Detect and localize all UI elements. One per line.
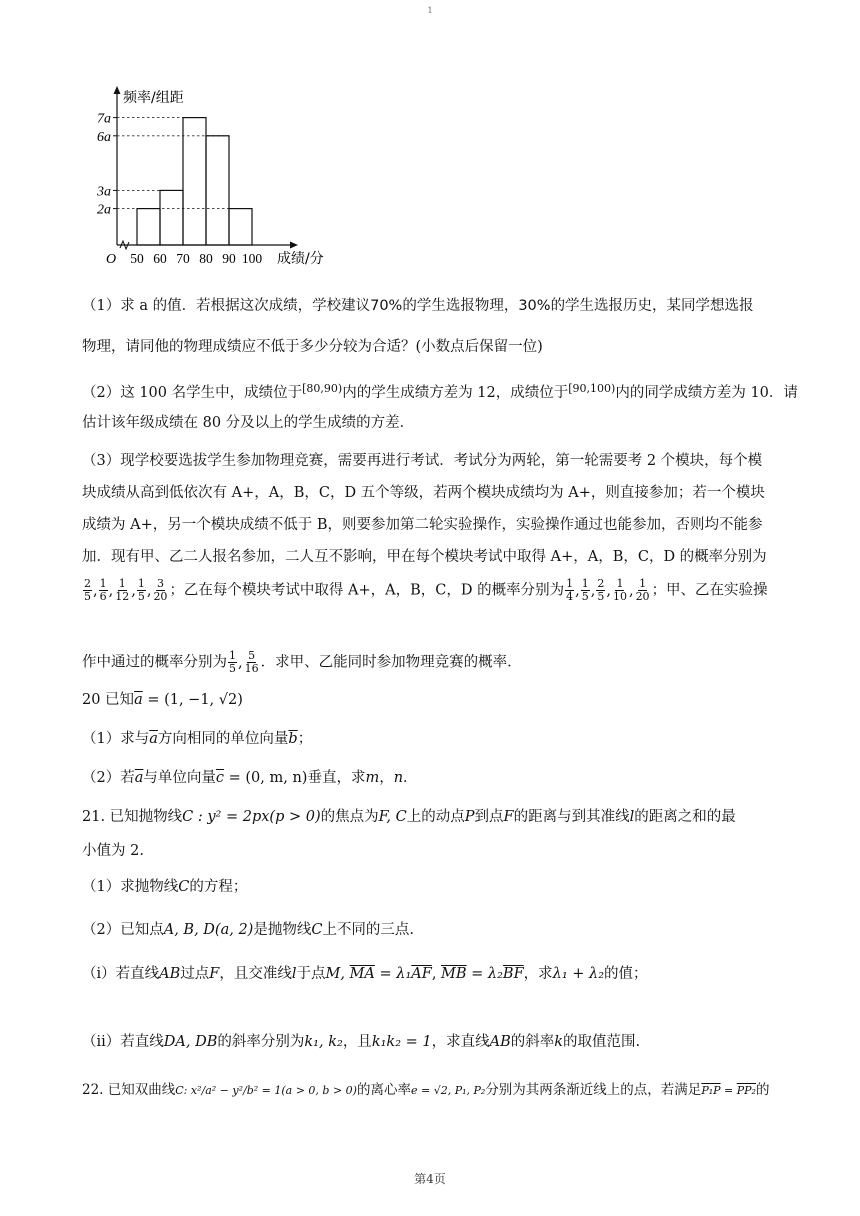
interval-80-90: [80,90) xyxy=(302,382,343,395)
vector-a-value: = (1, −1, √2) xyxy=(142,692,243,708)
text-segment: （ii）若直线 xyxy=(82,1034,164,1050)
frequency-histogram xyxy=(80,82,340,272)
text-segment: ；乙在每个模块考试中取得 A+，A，B，C，D 的概率分别为 xyxy=(169,582,565,599)
fraction xyxy=(228,650,237,675)
q19-part3-line3: 成绩为 A+，另一个模块成绩不低于 B，则要参加第二轮实验操作，实验操作通过也能参加，否则均不能参 xyxy=(82,517,763,533)
fraction-numerator: 3 xyxy=(156,577,164,590)
y-tick-label: 6a xyxy=(97,129,111,145)
text-segment: ，且交准线 xyxy=(219,966,292,982)
q19-part3-line1: （3）现学校要选拔学生参加物理竞赛，需要再进行考试．考试分为两轮，第一轮需要考 2 个模块，每个模 xyxy=(82,453,763,469)
q19-part1-line1 xyxy=(82,296,782,316)
fraction-denominator: 20 xyxy=(153,590,168,603)
fraction xyxy=(83,578,92,603)
text-segment: 的 xyxy=(755,1082,770,1098)
parabola-equation: C : y² = 2px(p > 0) xyxy=(182,809,321,825)
pass-probabilities xyxy=(227,649,261,675)
text-segment: 内的同学成绩方差为 10．请 xyxy=(615,385,798,401)
text-segment: ； xyxy=(297,731,313,747)
text-segment: 的方程； xyxy=(189,879,248,895)
vector-a: $\overline{a}$ xyxy=(134,692,143,708)
text-segment: （i）若直线 xyxy=(82,966,160,982)
curve-c: C xyxy=(178,879,190,895)
fraction-numerator: 1 xyxy=(118,577,126,590)
jia-probabilities xyxy=(82,577,169,603)
text-segment: 21. 已知抛物线 xyxy=(82,809,183,825)
separator: , xyxy=(590,582,596,599)
text-segment: ．求甲、乙能同时参加物理竞赛的概率． xyxy=(260,654,522,671)
q20-part2 xyxy=(82,768,782,788)
q20-stem xyxy=(82,690,782,710)
point-f: F xyxy=(209,966,220,982)
fraction-numerator: 1 xyxy=(229,649,236,662)
q22-stem xyxy=(82,1080,782,1101)
fraction-numerator: 1 xyxy=(616,577,624,590)
fraction xyxy=(152,578,168,603)
x-axis-arrow-icon xyxy=(290,242,298,249)
separator: , xyxy=(606,582,611,599)
curve-c: C xyxy=(311,922,323,938)
text-segment: 内的学生成绩方差为 12，成绩位于 xyxy=(342,385,569,401)
math-segment: = xyxy=(720,1084,737,1097)
fraction-numerator: 5 xyxy=(248,649,256,662)
q19-part3-line5 xyxy=(82,578,782,603)
vector-c-value: = (0, m, n) xyxy=(224,770,308,786)
text-segment: 过点 xyxy=(180,966,210,982)
text-segment: 分别为其两条渐近线上的点，若满足 xyxy=(485,1082,702,1098)
fraction xyxy=(565,578,574,603)
yi-probabilities xyxy=(564,577,651,603)
x-tick-label: 60 xyxy=(153,251,167,266)
text-segment: 的距离之和的最 xyxy=(634,809,736,825)
point-p: P xyxy=(464,809,475,825)
fraction-denominator: 5 xyxy=(137,590,145,603)
text-segment: ． xyxy=(403,770,418,786)
fraction xyxy=(244,650,260,675)
fraction xyxy=(137,578,146,603)
axis-break-icon xyxy=(120,241,129,249)
text-segment: 22. 已知双曲线 xyxy=(82,1082,176,1098)
fraction-numerator: 1 xyxy=(581,577,589,590)
interval-90-100: [90,100) xyxy=(568,382,616,395)
lines-da-db: DA, DB xyxy=(163,1034,218,1050)
point-m: M, xyxy=(325,966,350,982)
fraction xyxy=(114,578,130,603)
fraction-numerator: 1 xyxy=(99,577,107,590)
histogram-bar xyxy=(229,209,252,245)
q19-part1-line2: 物理，请同他的物理成绩应不低于多少分较为合适？(小数点后保留一位) xyxy=(82,339,543,355)
x-tick-label: 50 xyxy=(130,251,144,266)
text-segment: 到点 xyxy=(474,809,504,825)
fraction-denominator: 6 xyxy=(99,590,107,603)
separator: , xyxy=(93,582,98,599)
text-segment: ，求直线 xyxy=(431,1034,490,1050)
fraction-denominator: 20 xyxy=(635,590,650,603)
vector-a: $\overline{a}$ xyxy=(149,731,158,747)
text-segment: 的值； xyxy=(604,966,648,982)
vector-mb: $\overline{MB}$ xyxy=(441,966,467,982)
q21-part2-ii xyxy=(82,1032,782,1052)
x-axis-label: 成绩/分 xyxy=(277,251,324,267)
text-segment: 是抛物线 xyxy=(253,922,312,938)
fraction-denominator: 16 xyxy=(244,662,259,675)
vector-p1p: P₁P xyxy=(701,1084,721,1097)
fraction-denominator: 5 xyxy=(581,590,589,603)
y-tick-label: 2a xyxy=(97,202,111,218)
q21-stem-line2: 小值为 2. xyxy=(82,843,144,859)
fraction-denominator: 12 xyxy=(115,590,130,603)
line-l: l xyxy=(629,809,635,825)
q20-part1 xyxy=(82,729,782,749)
q21-part1 xyxy=(82,877,782,897)
text-segment: （1）求抛物线 xyxy=(82,879,179,895)
vector-ma: $\overline{MA}$ xyxy=(349,966,375,982)
text-segment: ，且 xyxy=(342,1034,372,1050)
x-tick-label: 80 xyxy=(199,251,213,266)
text-segment: 垂直，求 xyxy=(307,770,366,786)
page-footer: 第4页 xyxy=(414,1172,446,1186)
q19-part3-line6 xyxy=(82,650,782,675)
point-f: F xyxy=(503,809,514,825)
slopes-k1-k2: k₁, k₂ xyxy=(304,1034,343,1050)
x-tick-label: 100 xyxy=(241,251,263,266)
fraction-denominator: 5 xyxy=(84,590,91,603)
q19-part3-line4: 加．现有甲、乙二人报名参加，二人互不影响，甲在每个模块考试中取得 A+，A，B，C，D 的概率分别为 xyxy=(82,549,767,565)
y-tick-label: 7a xyxy=(97,111,111,127)
separator: , xyxy=(131,582,136,599)
vector-bf: $\overline{BF}$ xyxy=(502,966,524,982)
text-segment: （2）已知点 xyxy=(82,922,164,938)
fraction-numerator: 1 xyxy=(137,577,145,590)
line-l: l xyxy=(291,966,297,982)
math-segment: = λ₂ xyxy=(466,966,503,982)
fraction xyxy=(581,578,590,603)
text-segment: 的离心率 xyxy=(356,1082,411,1098)
text-segment: , xyxy=(431,966,442,982)
origin-label: O xyxy=(106,252,117,267)
fraction-denominator: 5 xyxy=(597,590,605,603)
vector-c: $\overline{c}$ xyxy=(215,770,225,786)
fraction-numerator: 2 xyxy=(84,577,91,590)
y-axis-label: 频率/组距 xyxy=(123,90,184,106)
page-mark: 1 xyxy=(427,6,433,15)
histogram-bar xyxy=(206,136,229,245)
eccentricity: e = √2, P₁, P₂ xyxy=(410,1084,486,1097)
q21-part2 xyxy=(82,920,782,940)
histogram-bar xyxy=(183,118,206,245)
text-segment: （1）求 a 的值．若根据这次成绩，学校建议 xyxy=(82,298,371,314)
fraction xyxy=(612,578,628,603)
vector-b: $\overline{b}$ xyxy=(288,731,298,747)
histogram-bar xyxy=(160,190,183,245)
text-segment: 上的动点 xyxy=(406,809,465,825)
line-ab: AB xyxy=(489,1034,511,1050)
text-segment: 的斜率分别为 xyxy=(217,1034,305,1050)
x-tick-label: 90 xyxy=(222,251,236,266)
text-segment: 作中通过的概率分别为 xyxy=(82,654,227,671)
text-segment: 的取值范围. xyxy=(563,1034,641,1050)
text-segment: ， xyxy=(379,770,394,786)
fraction xyxy=(635,578,651,603)
text-segment: （2）若 xyxy=(82,770,135,786)
text-segment: 的焦点为 xyxy=(320,809,379,825)
fraction-numerator: 1 xyxy=(639,577,647,590)
separator: , xyxy=(146,582,152,599)
q19-part2-line1 xyxy=(82,379,798,403)
percent-30: 30% xyxy=(518,298,551,314)
y-tick-label: 3a xyxy=(97,184,111,200)
text-segment: 的学生选报历史，某同学想选报 xyxy=(550,298,754,314)
fraction-numerator: 2 xyxy=(597,577,605,590)
text-segment: 与单位向量 xyxy=(143,770,216,786)
lambda-sum: λ₁ + λ₂ xyxy=(552,966,605,982)
hyperbola-equation: C: x²/a² − y²/b² = 1(a > 0, b > 0) xyxy=(175,1084,357,1097)
text-segment: 上不同的三点. xyxy=(322,922,415,938)
separator: , xyxy=(628,582,634,599)
fraction-denominator: 4 xyxy=(566,590,574,603)
q21-stem-line1 xyxy=(82,807,782,827)
text-segment: 的距离与到其准线 xyxy=(513,809,630,825)
y-axis-arrow-icon xyxy=(114,86,121,94)
separator: , xyxy=(575,582,580,599)
q19-part2-line2: 估计该年级成绩在 80 分及以上的学生成绩的方差． xyxy=(82,415,415,431)
text-segment: 20 已知 xyxy=(82,692,135,708)
fraction-denominator: 5 xyxy=(229,662,236,675)
slope-k: k xyxy=(554,1034,564,1050)
separator: , xyxy=(238,654,243,671)
vector-af: $\overline{AF}$ xyxy=(411,966,432,982)
variable-n: n xyxy=(393,770,404,786)
fraction-numerator: 1 xyxy=(566,577,574,590)
text-segment: 的斜率 xyxy=(510,1034,555,1050)
text-segment: （2）这 100 名学生中，成绩位于 xyxy=(82,385,303,401)
text-segment: 方向相同的单位向量 xyxy=(157,731,289,747)
percent-70: 70% xyxy=(370,298,403,314)
math-segment: F, C xyxy=(378,809,407,825)
variable-m: m xyxy=(365,770,380,786)
text-segment: ，求 xyxy=(523,966,553,982)
fraction xyxy=(99,578,108,603)
text-segment: 于点 xyxy=(296,966,326,982)
text-segment: （1）求与 xyxy=(82,731,150,747)
slope-product: k₁k₂ = 1 xyxy=(371,1034,432,1050)
q19-part3-line2: 块成绩从高到低依次有 A+，A，B，C，D 五个等级，若两个模块成绩均为 A+，则直接参加；若一个模块 xyxy=(82,485,765,501)
vector-a: $\overline{a}$ xyxy=(134,770,144,786)
fraction-denominator: 10 xyxy=(612,590,627,603)
separator: , xyxy=(108,582,114,599)
math-segment: = λ₁ xyxy=(374,966,412,982)
q21-part2-i xyxy=(82,964,782,984)
histogram-bar xyxy=(137,209,160,245)
text-segment: ；甲、乙在实验操 xyxy=(651,582,768,599)
text-segment: 的学生选报物理， xyxy=(402,298,519,314)
line-ab: AB xyxy=(159,966,181,982)
fraction xyxy=(596,578,605,603)
x-tick-label: 70 xyxy=(176,251,190,266)
points-abd: A, B, D(a, 2) xyxy=(163,922,254,938)
vector-pp2: PP₂ xyxy=(736,1084,756,1097)
